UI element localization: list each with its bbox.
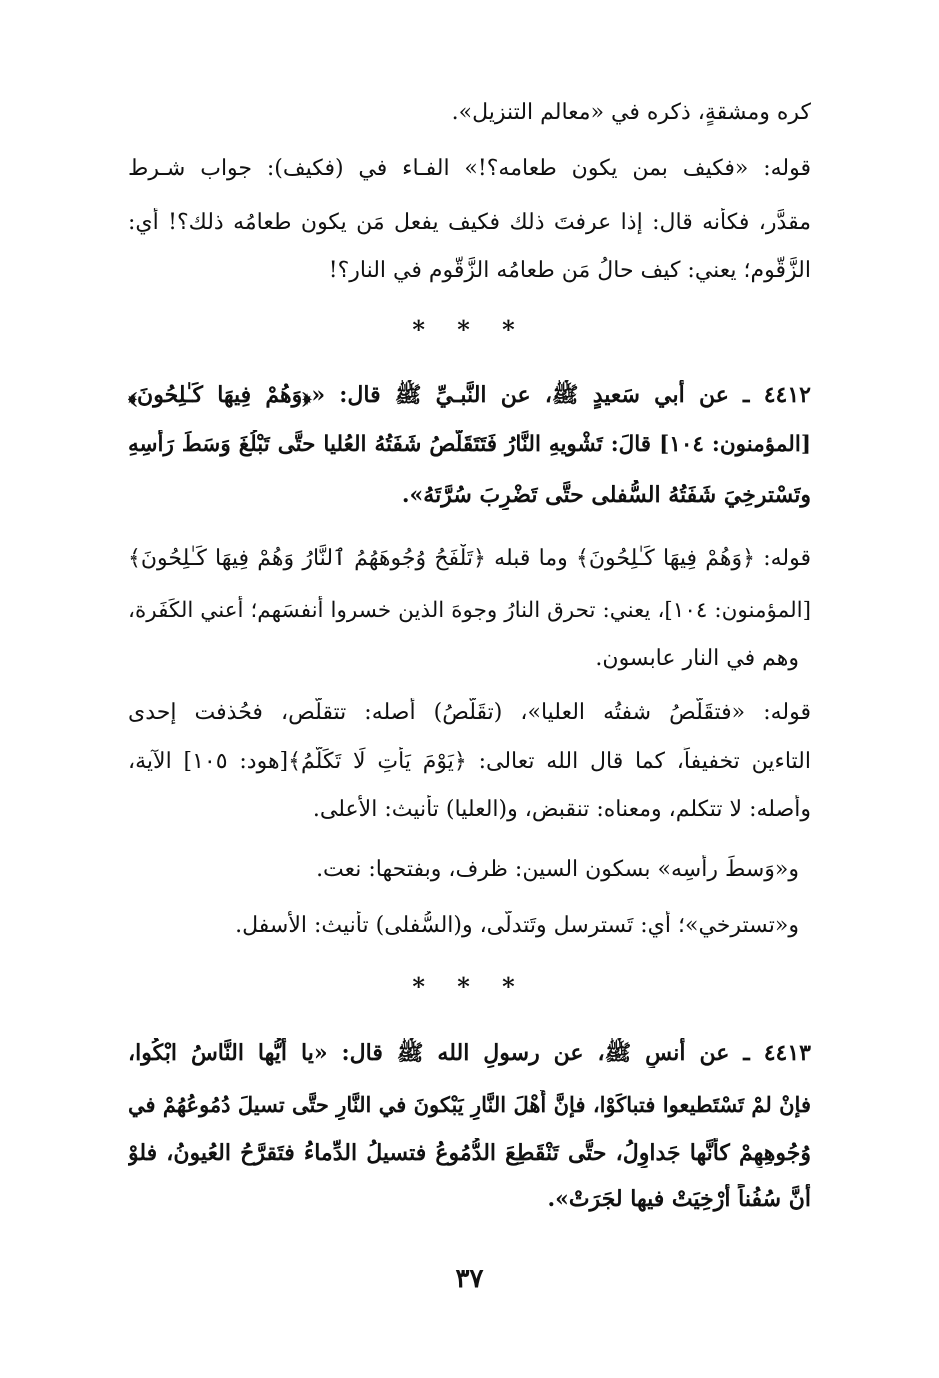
hadith-line: أنَّ سُفُناً أُرْخِيَتْ فيها لجَرَتْ».	[547, 1186, 811, 1212]
text-line: التاءين تخفيفاً، كما قال الله تعالى: ﴿يَوْمَ يَأْتِ لَا تَكَلَّمُ﴾[هود: ١٠٥] الآية،	[128, 749, 811, 774]
hadith-line: ٤٤١٢ ـ عن أبي سَعيدٍ ﷺ، عن النَّبـيِّ ﷺ قال: «﴿وَهُمْ فِيهَا كَـٰلِحُونَ﴾	[128, 382, 811, 408]
text-line: كره ومشقةٍ، ذكره في «معالم التنزيل».	[451, 100, 811, 125]
text-line: الزَّقُّوم؛ يعني: كيف حالُ مَن طعامُه الزَّقُّوم في النار؟!	[328, 258, 811, 283]
text-line: [المؤمنون: ١٠٤]، يعني: تحرق النارُ وجوهَ الذين خسروا أنفسَهم؛ أعني الكَفَرة،	[128, 598, 811, 623]
hadith-line: ٤٤١٣ ـ عن أنسٍ ﷺ، عن رسولِ الله ﷺ قال: «يا أيُّها النَّاسُ ابْكُوا،	[128, 1040, 811, 1066]
section-separator: * * *	[412, 315, 527, 344]
text-line: مقدَّر، فكأنه قال: إذا عرفتَ ذلك فكيف يفعل مَن يكون طعامُه ذلك؟! أي:	[128, 210, 811, 235]
hadith-line: فإنْ لمْ تَسْتَطيعوا فتباكَوْا، فإنَّ أَهْلَ النَّارِ يَبْكونَ في النَّارِ حتَّى تسيلَ دُمُوعُهُمْ في	[128, 1092, 811, 1117]
page-number: ٣٧	[455, 1264, 484, 1294]
section-separator: * * *	[412, 972, 527, 1001]
text-line: قوله: ﴿وَهُمْ فِيهَا كَـٰلِحُونَ﴾ وما قبله ﴿تَلْفَحُ وُجُوهَهُمُ ٱلنَّارُ وَهُمْ فِيهَا كَـٰلِحُونَ﴾	[128, 546, 811, 571]
hadith-line: وتَسْترخِيَ شَفَتُهُ السُّفلى حتَّى تَضْرِبَ سُرَّتَهُ».	[401, 482, 811, 508]
hadith-line: [المؤمنون: ١٠٤] قالَ: تَشْويهِ النَّارُ فَتَتَقَلَّصُ شَفَتُهُ العُليا حتَّى تَبْلُغَ وَسَطَ رَأْسِهِ	[128, 432, 811, 457]
hadith-line: وُجُوهِهِمْ كأنَّها جَداوِلُ، حتَّى تَنْقَطِعَ الدُّمُوعُ فتسيلُ الدِّماءُ فتَقرَّحُ العُيونُ، فلوْ	[128, 1140, 811, 1166]
text-line: و«تسترخي»؛ أي: تَسترسل وتَتدلَّى، و(السُّفلى) تأنيث: الأسفل.	[235, 913, 799, 938]
text-line: وهم في النار عابسون.	[595, 646, 799, 671]
text-line: وأصله: لا تتكلم، ومعناه: تنقبض، و(العليا) تأنيث: الأعلى.	[312, 797, 811, 822]
text-line: قوله: «فكيف بمن يكون طعامه؟!» الفـاء في (فكيف): جواب شـرط	[128, 156, 811, 181]
text-line: و«وَسطَ رأسِه» بسكون السين: ظرف، وبفتحها: نعت.	[316, 857, 799, 882]
text-line: قوله: «فتقَلَّصُ شفتُه العليا»، (تقَلَّصُ) أصله: تتقلَّص، فحُذفت إحدى	[128, 700, 811, 725]
